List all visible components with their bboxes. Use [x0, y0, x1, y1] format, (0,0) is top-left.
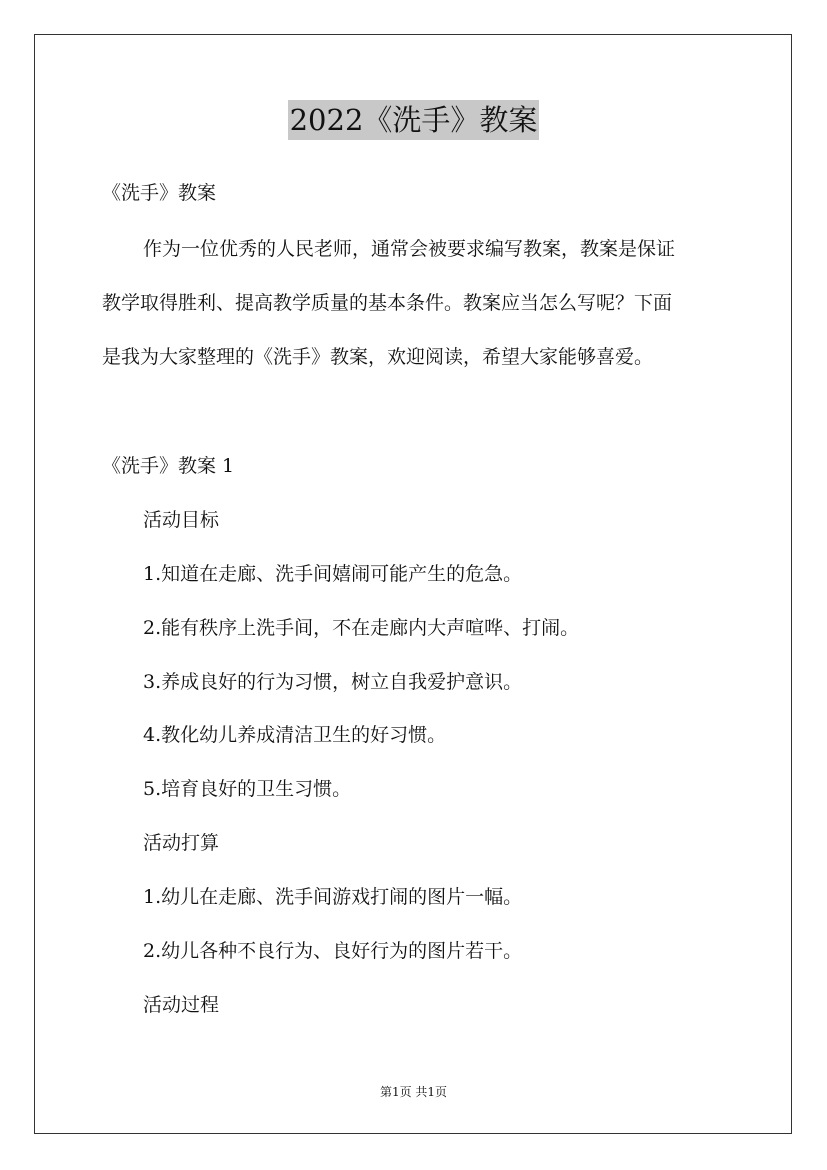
goal-item: 3.养成良好的行为习惯，树立自我爱护意识。	[143, 671, 523, 693]
prep-heading: 活动打算	[143, 832, 220, 854]
page-footer: 第1页 共1页	[379, 1085, 448, 1099]
doc-heading: 《洗手》教案	[102, 182, 217, 204]
goals-heading: 活动目标	[143, 509, 220, 531]
goal-item: 1.知道在走廊、洗手间嬉闹可能产生的危急。	[143, 563, 523, 585]
document-title: 2022《洗手》教案	[288, 100, 540, 140]
goal-item: 2.能有秩序上洗手间，不在走廊内大声喧哗、打闹。	[143, 617, 580, 639]
prep-item: 1.幼儿在走廊、洗手间游戏打闹的图片一幅。	[143, 886, 523, 908]
prep-item: 2.幼儿各种不良行为、良好行为的图片若干。	[143, 940, 523, 962]
document-title-block	[0, 100, 827, 140]
process-heading: 活动过程	[143, 994, 220, 1016]
intro-line-3: 是我为大家整理的《洗手》教案，欢迎阅读，希望大家能够喜爱。	[102, 346, 654, 368]
intro-line-2: 教学取得胜利、提高教学质量的基本条件。教案应当怎么写呢？下面	[102, 292, 673, 314]
intro-line-1: 作为一位优秀的人民老师，通常会被要求编写教案，教案是保证	[143, 238, 676, 260]
goal-item: 4.教化幼儿养成清洁卫生的好习惯。	[143, 724, 447, 746]
goal-item: 5.培育良好的卫生习惯。	[143, 778, 352, 800]
section-title: 《洗手》教案 1	[102, 455, 235, 477]
